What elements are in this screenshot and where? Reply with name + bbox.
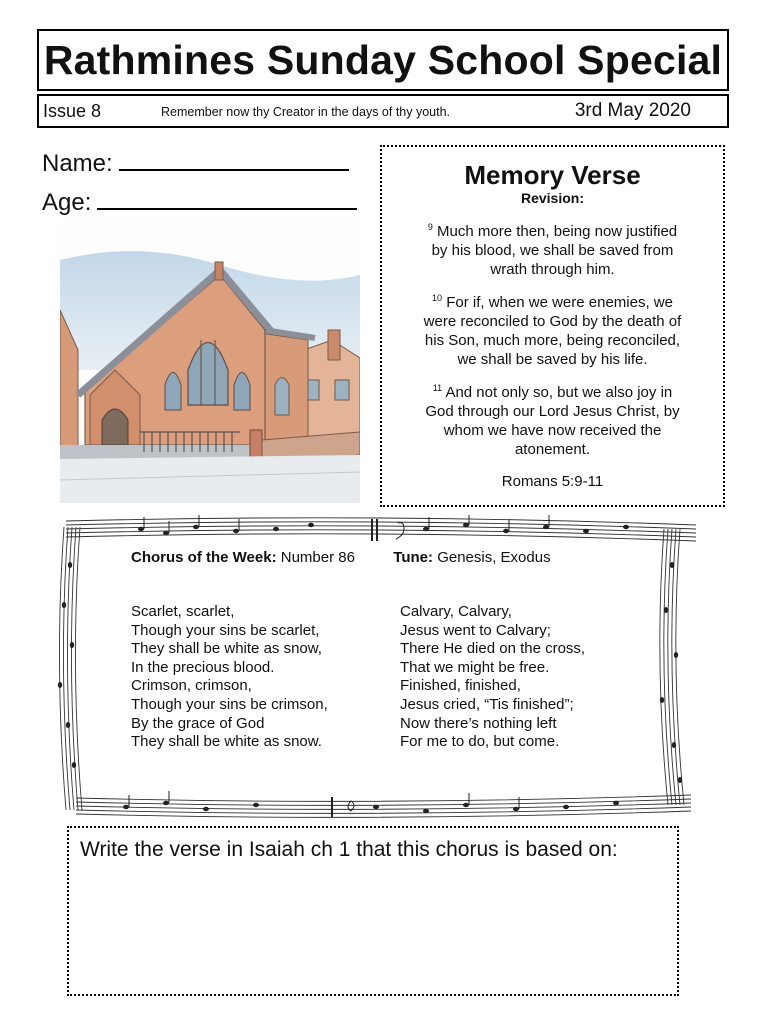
chorus-heading — [131, 549, 551, 566]
lyric-line: Though your sins be scarlet, — [131, 621, 320, 639]
chorus-verse-2 — [400, 603, 585, 752]
issue-number: Issue 8 — [43, 101, 102, 121]
lyric-line: There He died on the cross, — [400, 640, 586, 658]
lyric-line: Now there’s nothing left — [400, 714, 557, 732]
age-line[interactable] — [97, 188, 357, 210]
memory-verse-title: Memory Verse — [464, 160, 641, 190]
name-field — [42, 149, 349, 178]
lyric-line: Jesus went to Calvary; — [400, 621, 551, 639]
lyric-line: In the precious blood. — [131, 658, 275, 676]
memory-verse-box — [380, 145, 725, 507]
verse-9: $^9$ Much more then, being now justified by his blood, we shall be saved from wrath through him. — [427, 222, 678, 278]
verse-reference: Romans 5:9-11 — [501, 473, 604, 490]
chorus-number: Number 86 — [280, 549, 355, 566]
name-label: Name: — [42, 150, 113, 177]
lyric-line: That we might be free. — [400, 658, 550, 676]
chorus-label: Chorus of the Week: — [131, 549, 277, 566]
lyric-line: For me to do, but come. — [400, 733, 560, 751]
lyric-line: Jesus cried, “Tis finished”; — [400, 695, 574, 713]
issue-date: 3rd May 2020 — [574, 100, 691, 121]
lyric-line: Though your sins be crimson, — [131, 695, 328, 713]
memory-verse-subtitle: Revision: — [520, 190, 584, 206]
lyric-line: Calvary, Calvary, — [400, 603, 512, 620]
page-title: Rathmines Sunday School Special — [43, 36, 723, 83]
age-field — [42, 188, 357, 217]
tune-name: Genesis, Exodus — [437, 549, 551, 566]
age-label: Age: — [42, 189, 92, 216]
verse-10: $^{10}$ For if, when we were enemies, we were reconciled to God by the death of his Son, much more, being reconciled, we shall be saved by his life. — [423, 293, 682, 368]
name-line[interactable] — [119, 149, 349, 171]
title-box — [37, 29, 729, 91]
lyric-line: Crimson, crimson, — [131, 677, 252, 695]
verse-11: $^{11}$ And not only so, but we also joy in God through our Lord Jesus Christ, by whom we have now received the atonement. — [425, 383, 680, 458]
issue-bar — [37, 94, 729, 128]
lyric-line: By the grace of God — [131, 714, 265, 732]
writing-box[interactable] — [67, 826, 679, 996]
church-illustration — [60, 220, 360, 503]
lyric-line: They shall be white as snow. — [131, 733, 322, 751]
writing-prompt: Write the verse in Isaiah ch 1 that this chorus is based on: — [80, 838, 618, 861]
motto: Remember now thy Creator in the days of thy youth. — [161, 105, 451, 119]
tune-label: Tune: — [393, 549, 434, 566]
chorus-verse-1 — [131, 603, 328, 752]
lyric-line: They shall be white as snow, — [131, 640, 322, 658]
lyric-line: Scarlet, scarlet, — [131, 603, 235, 620]
lyric-line: Finished, finished, — [400, 677, 521, 695]
